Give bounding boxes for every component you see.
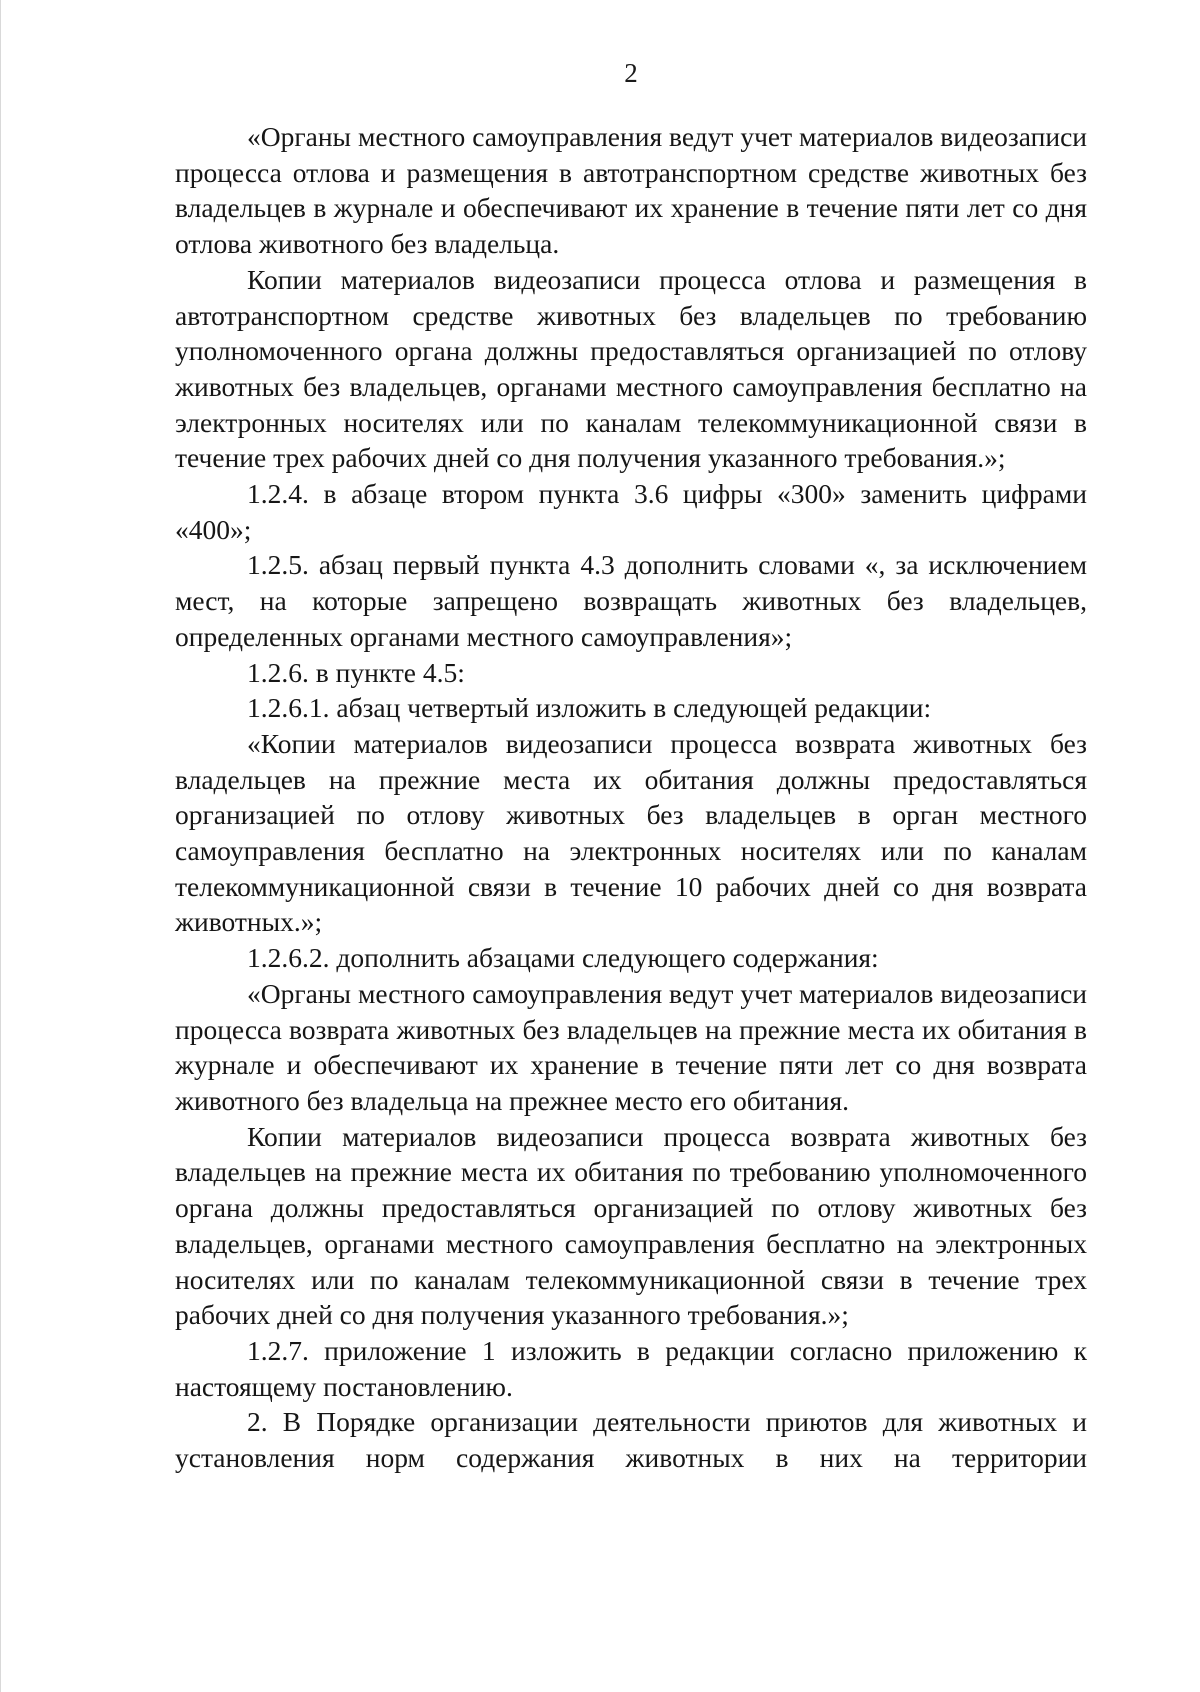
paragraph: «Копии материалов видеозаписи процесса возврата животных без владельцев на прежние места их обитания должны предоставляться организацией по отлову животных без владельцев в орган местного самоуправления бесплатно на электронных носителях или по каналам телекоммуникационной связи в течение 10 рабочих дней со дня возврата животных.»; [175,727,1087,938]
paragraph: 1.2.6.1. абзац четвертый изложить в следующей редакции: [247,692,932,724]
document-body [175,119,1087,1476]
paragraph: 1.2.5. абзац первый пункта 4.3 дополнить словами «, за исключением мест, на которые запрещено возвращать животных без владельцев, определенных органами местного самоуправления»; [175,549,1087,652]
paragraph: 1.2.6.2. дополнить абзацами следующего содержания: [247,942,879,974]
page-number: 2 [624,58,638,88]
paragraph: «Органы местного самоуправления ведут учет материалов видеозаписи процесса отлова и размещения в автотранспортном средстве животных без владельцев в журнале и обеспечивают их хранение в течение пяти лет со дня отлова животного без владельца. [175,121,1087,260]
paragraph: 1.2.7. приложение 1 изложить в редакции согласно приложению к настоящему постановлению. [175,1334,1087,1402]
paragraph: 1.2.6. в пункте 4.5: [247,656,465,688]
paragraph: «Органы местного самоуправления ведут учет материалов видеозаписи процесса возврата животных без владельцев на прежние места их обитания в журнале и обеспечивают их хранение в течение пяти лет со дня возврата животного без владельца на прежнее место его обитания. [175,977,1087,1116]
paragraph: Копии материалов видеозаписи процесса отлова и размещения в автотранспортном средстве животных без владельцев по требованию уполномоченного органа должны предоставляться организацией по отлову животных без владельцев, органами местного самоуправления бесплатно на электронных носителях или по каналам телекоммуникационной связи в течение трех рабочих дней со дня получения указанного требования.»; [175,263,1087,474]
paragraph: 1.2.4. в абзаце втором пункта 3.6 цифры «300» заменить цифрами «400»; [175,478,1087,545]
paragraph: Копии материалов видеозаписи процесса возврата животных без владельцев на прежние места их обитания по требованию уполномоченного органа должны предоставляться организацией по отлову животных без владельцев, органами местного самоуправления бесплатно на электронных носителях или по каналам телекоммуникационной связи в течение трех рабочих дней со дня получения указанного требования.»; [175,1120,1087,1331]
paragraph: 2. В Порядке организации деятельности приютов для животных и установления норм содержания животных в них на территории [175,1406,1087,1474]
